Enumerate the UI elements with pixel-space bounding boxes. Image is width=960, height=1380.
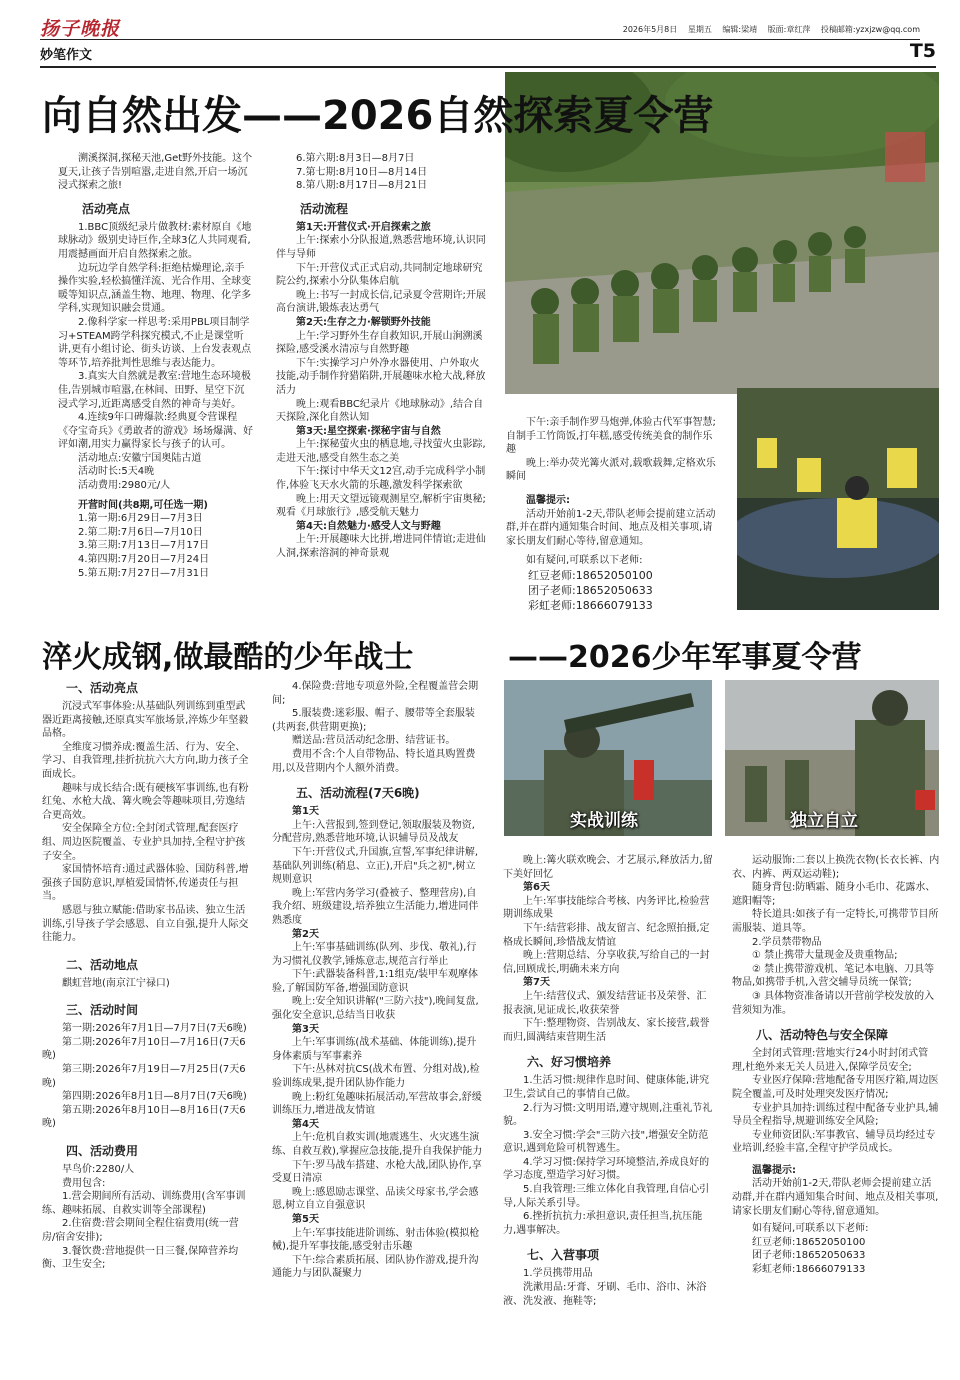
s4-item: 5.服装费:迷彩服、帽子、腰带等全套服装(共两套,供营期更换); xyxy=(272,708,475,733)
s5-item: 晚上:军营内务学习(叠被子、整理营房),自我介绍、班级建设,培养独立生活能力,增进同伴熟悉度 xyxy=(272,887,479,926)
article2-title: 淬火成钢,做最酷的少年战士 xyxy=(42,640,414,675)
s1-item: 全维度习惯养成:覆盖生活、行为、安全、学习、自我管理,挂折抗抗六大方向,助力孩子全面成长。 xyxy=(42,741,249,780)
s1-item: 感恩与独立赋能:借助家书品读、独立生活训练,引导孩子学会感恩、自立自强,提升人际交往能力。 xyxy=(42,904,249,944)
s6-item: 2.行为习惯:文明用语,遵守规则,注重礼节礼貌。 xyxy=(503,1102,713,1128)
s4-item: 3.餐饮费:营地提供一日三餐,保障营养均衡、卫生安全; xyxy=(42,1245,239,1271)
s7-item: 洗漱用品:牙膏、牙刷、毛巾、浴巾、沐浴液、洗发液、拖鞋等; xyxy=(503,1282,707,1307)
flow-day: 第4天:自然魅力·感受人文与野趣 xyxy=(296,520,441,532)
s4-item: 2.住宿费:营会期间全程住宿费用(统一营房/宿舍安排); xyxy=(42,1218,239,1243)
session-item: 1.第一期:6月29日—7月3日 xyxy=(78,513,203,525)
contact-item[interactable]: 团子老师:18652050633 xyxy=(528,583,653,597)
article1-intro: 溯溪探洞,探秘天池,Get野外技能。这个夏天,让孩子告别喧嚣,走进自然,开启一场沉浸式探索之旅! xyxy=(58,153,253,192)
highlight-item: 4.连续9年口碑爆款:经典夏令营课程《夺宝奇兵》《勇敢者的游戏》场场爆满、好评如潮,用实力赢得家长与孩子的认可。 xyxy=(58,412,253,451)
article1-column-2 xyxy=(276,152,486,561)
s5-day: 第5天 xyxy=(292,1213,319,1225)
article2-column-3 xyxy=(503,854,713,1308)
s5-item: 上午:入营报到,签到登记,领取服装及物资,分配营房,熟悉营地环境,认识辅导员及战友 xyxy=(272,819,475,845)
s5-item: 上午:结营仪式、颁发结营证书及荣誉、汇报表演,见证成长,收获荣誉 xyxy=(503,990,707,1016)
s6-item: 4.学习习惯:保持学习环境整洁,养成良好的学习态度,塑造学习好习惯。 xyxy=(503,1156,710,1182)
dateline xyxy=(615,24,920,35)
contact-item[interactable]: 彩虹老师:18666079133 xyxy=(752,1264,866,1276)
s7-item: ② 禁止携带游戏机、笔记本电脑、刀具等物品,如携带手机,入营交辅导员统一保管; xyxy=(732,963,935,989)
fee: 活动费用:2980元/人 xyxy=(78,480,171,492)
photo1-caption: 实战训练 xyxy=(570,811,638,831)
editor-credit: 编辑:梁靖 xyxy=(722,25,758,34)
s5-heading: 五、活动流程(7天6晚) xyxy=(296,786,420,801)
s5-item: 上午:军事基础训练(队列、步伐、敬礼),行为习惯礼仪教学,锤炼意志,规范言行举止 xyxy=(272,942,477,967)
contact-heading: 如有疑问,可联系以下老师: xyxy=(752,1223,869,1235)
s4-price: 早鸟价:2280/人 xyxy=(62,1164,135,1176)
s7-heading: 七、入营事项 xyxy=(527,1248,600,1263)
contact-item[interactable]: 彩虹老师:18666079133 xyxy=(528,598,653,612)
section-name: 妙笔作文 xyxy=(40,48,93,63)
s4-heading: 四、活动费用 xyxy=(66,1144,139,1159)
s1-item: 沉浸式军事体验:从基础队列训练到重型武器近距离接触,还原真实军旅场景,淬炼少年坚毅品格。 xyxy=(42,701,249,740)
tips-heading: 温馨提示: xyxy=(526,494,570,506)
contact-item[interactable]: 团子老师:18652050633 xyxy=(752,1250,866,1262)
s5-item: 上午:危机自救实训(地震逃生、火灾逃生演练、自救互救),掌握应急技能,提升自我保护能力 xyxy=(272,1132,483,1157)
flow-item: 上午:探秘萤火虫的栖息地,寻找萤火虫影踪,走进天池,感受自然生态之美 xyxy=(276,439,486,464)
s5-item: 下午:丛林对抗CS(战术布置、分组对战),检验训练成果,提升团队协作能力 xyxy=(272,1064,480,1090)
tips-text: 活动开始前1-2天,带队老师会提前建立活动群,并在群内通知集合时间、地点及相关事项,请家长朋友们耐心等待,留意通知。 xyxy=(506,508,716,547)
flow-item: 晚上:书写一封成长信,记录夏令营期许;开展高台演讲,锻炼表达勇气 xyxy=(276,289,486,315)
session-item: 3.第三期:7月13日—7月17日 xyxy=(78,540,210,552)
s8-item: 专业医疗保障:营地配备专用医疗箱,周边医院全覆盖,可及时处理突发医疗情况; xyxy=(732,1075,939,1100)
s3-item: 第三期:2026年7月19日—7月25日(7天6晚) xyxy=(42,1064,246,1089)
s5-item: 下午:开营仪式,升国旗,宣誓,军事纪律讲解,基础队列训练(稍息、立正),开启"兵之初",树立规则意识 xyxy=(272,846,479,886)
flow-item: 下午:探讨中华天文12宫,动手完成科学小制作,体验飞天水火箭的乐趣,激发科学探索欲 xyxy=(276,466,486,492)
s5-item: 晚上:粉红兔趣味拓展活动,军营故事会,舒缓训练压力,增进战友情谊 xyxy=(272,1091,482,1117)
tips-heading: 温馨提示: xyxy=(752,1164,796,1176)
session-item: 2.第二期:7月6日—7月10日 xyxy=(78,526,203,538)
page-number: T5 xyxy=(909,40,936,62)
flow-day: 第2天:生存之力·解锁野外技能 xyxy=(296,316,431,328)
newspaper-logo: 扬子晚报 xyxy=(40,18,121,40)
flow-day: 第1天:开营仪式·开启探索之旅 xyxy=(296,221,431,233)
s5-item: 晚上:篝火联欢晚会、才艺展示,释放活力,留下美好回忆 xyxy=(503,855,713,880)
session-item: 7.第七期:8月10日—8月14日 xyxy=(296,166,428,178)
flow-item: 下午:亲手制作罗马炮弹,体验古代军事智慧;自制手工竹筒饭,打年糕,感受传统美食的制作乐趣 xyxy=(506,417,716,456)
flow-item: 上午:开展趣味大比拼,增进同伴情谊;走进仙人洞,探索溶洞的神奇景观 xyxy=(276,534,486,560)
flow-item: 下午:开营仪式正式启动,共同制定地球研究院公约,探索小分队集体启航 xyxy=(276,262,483,288)
venue: 活动地点:安徽宁国奥陆古道 xyxy=(78,452,202,464)
s5-item: 晚上:营期总结、分享收获,写给自己的一封信,回顾成长,明确未来方向 xyxy=(503,950,710,975)
s5-item: 下午:结营彩排、战友留言、纪念照拍摄,定格成长瞬间,珍惜战友情谊 xyxy=(503,922,710,948)
s8-item: 全封闭式管理:营地实行24小时封闭式管理,杜绝外来无关人员进入,保障学员安全; xyxy=(732,1048,929,1073)
flow-item: 上午:学习野外生存自救知识,开展山涧溯溪探险,感受溪水清凉与自然野趣 xyxy=(276,330,483,356)
s5-day: 第4天 xyxy=(292,1118,319,1130)
stream-photo xyxy=(737,388,939,610)
s6-item: 5.自我管理:三维立体化自我管理,自信心引导,人际关系引导。 xyxy=(503,1184,710,1209)
s3-heading: 三、活动时间 xyxy=(66,1003,139,1018)
article1-column-1 xyxy=(58,152,254,580)
flow-day: 第3天:星空探索·探秘宇宙与自然 xyxy=(296,425,441,437)
highlights-heading: 活动亮点 xyxy=(82,201,131,216)
article1-column-3 xyxy=(506,416,716,613)
contact-heading: 如有疑问,可联系以下老师: xyxy=(526,555,643,567)
s1-heading: 一、活动亮点 xyxy=(66,681,139,695)
s4-item: 赠送品:营员活动纪念册、结营证书。 xyxy=(292,735,456,747)
s3-item: 第一期:2026年7月1日—7月7日(7天6晚) xyxy=(62,1023,247,1035)
s5-item: 晚上:感恩励志课堂、品读父母家书,学会感恩,树立自立自强意识 xyxy=(272,1186,479,1212)
sessions-heading: 开营时间(共8期,可任选一期) xyxy=(78,499,208,511)
s1-item: 家国情怀培育:通过武器体验、国防科普,增强孩子国防意识,厚植爱国情怀,传递责任与担当。 xyxy=(42,864,249,903)
s6-heading: 六、好习惯培养 xyxy=(527,1055,612,1070)
issue-weekday: 星期五 xyxy=(687,25,712,34)
s5-item: 晚上:安全知识讲解("三防六技"),晚间复盘,强化安全意识,总结当日收获 xyxy=(272,996,479,1022)
layout-credit: 版面:章红萍 xyxy=(767,25,811,34)
s5-item: 下午:整理物资、告别战友、家长接营,载誉而归,圆满结束营期生活 xyxy=(503,1018,710,1043)
s7-item: 运动服饰:二套以上换洗衣物(长衣长裤、内衣、内裤、两双运动鞋); xyxy=(732,855,940,880)
s5-item: 上午:军事技能综合考核、内务评比,检验营期训练成果 xyxy=(503,895,710,921)
contact-item[interactable]: 红豆老师:18652050100 xyxy=(752,1236,866,1248)
flow-heading: 活动流程 xyxy=(300,201,349,216)
highlight-item: 边玩边学自然学科:拒绝枯燥理论,亲手操作实验,轻松搞懂洋流、光合作用、全球变暖等知识点,涵盖生物、地理、物理、化学多学科,实现知识融会贯通。 xyxy=(58,262,252,315)
article2-column-2 xyxy=(272,680,484,1281)
s1-item: 安全保障全方位:全封闭式管理,配套医疗组、周边医院覆盖、专业护具加持,全程守护孩子安全。 xyxy=(42,823,246,862)
s2-venue: 麒虹营地(南京江宁禄口) xyxy=(62,977,170,989)
s6-item: 6.挫折抗抗力:承担意识,责任担当,抗压能力,遇事解决。 xyxy=(503,1211,703,1236)
s4-item: 1.营会期间所有活动、训练费用(含军事训练、趣味拓展、自救实训等全部课程) xyxy=(42,1191,246,1216)
s4-exclude: 费用不含:个人自带物品、特长道具购置费用,以及营期内个人额外消费。 xyxy=(272,748,476,774)
s7-item: 特长道具:如孩子有一定特长,可携带节目所需服装、道具等。 xyxy=(732,909,939,934)
s7-item: ① 禁止携带大量现金及贵重物品; xyxy=(752,950,898,962)
session-item: 8.第八期:8月17日—8月21日 xyxy=(296,180,428,192)
s5-day: 第3天 xyxy=(292,1023,319,1035)
issue-date: 2026年5月8日 xyxy=(622,25,678,34)
article2-subtitle: ——2026少年军事夏令营 xyxy=(508,640,862,675)
s5-day: 第7天 xyxy=(523,977,550,989)
s3-item: 第二期:2026年7月10日—7月16日(7天6晚) xyxy=(42,1036,246,1062)
s5-item: 下午:罗马战车搭建、水枪大战,团队协作,享受夏日清凉 xyxy=(272,1159,482,1185)
session-item: 5.第五期:7月27日—7月31日 xyxy=(78,567,210,579)
duration: 活动时长:5天4晚 xyxy=(78,466,155,478)
flow-item: 晚上:用天文望远镜观测星空,解析宇宙奥秘;观看《月球旅行》,感受航天魅力 xyxy=(276,493,486,519)
session-item: 6.第六期:8月3日—8月7日 xyxy=(296,153,415,164)
s4-item: 4.保险费:营地专项意外险,全程覆盖营会期间; xyxy=(272,681,479,706)
s3-item: 第四期:2026年8月1日—8月7日(7天6晚) xyxy=(62,1091,247,1103)
highlight-item: 3.真实大自然就是教室:营地生态环境极佳,告别城市喧嚣,在林间、田野、星空下沉浸式学习,近距离感受自然的神奇与美好。 xyxy=(58,371,251,410)
s5-day: 第6天 xyxy=(523,882,550,894)
s2-heading: 二、活动地点 xyxy=(66,957,139,972)
flow-item: 晚上:举办荧光篝火派对,载歌载舞,定格欢乐瞬间 xyxy=(506,457,716,483)
s4-include-label: 费用包含: xyxy=(62,1177,106,1189)
article2-column-4 xyxy=(732,854,940,1277)
submission-email[interactable]: 投稿邮箱:yzxjzw@qq.com xyxy=(820,25,920,34)
s5-item: 下午:武器装备科普,1:1组克/装甲车观摩体验,了解国防军备,增强国防意识 xyxy=(272,969,479,994)
session-item: 4.第四期:7月20日—7月24日 xyxy=(78,554,210,566)
highlight-item: 2.像科学家一样思考:采用PBL项目制学习+STEAM跨学科探究模式,不止是课堂听讲,更有小组讨论、街头访谈、上台发表观点等环节,培养批判性思维与表达能力。 xyxy=(58,316,252,369)
s3-item: 第五期:2026年8月10日—8月16日(7天6晚) xyxy=(42,1104,246,1130)
s6-item: 3.安全习惯:学会"三防六技",增强安全防范意识,遇到危险可机智逃生。 xyxy=(503,1129,709,1155)
photo2-caption: 独立自立 xyxy=(790,811,858,831)
s8-heading: 八、活动特色与安全保障 xyxy=(756,1028,889,1043)
header-rule xyxy=(40,66,936,68)
flow-item: 上午:探索小分队报道,熟悉营地环境,认识同伴与导师 xyxy=(276,235,486,260)
s5-day: 第2天 xyxy=(292,928,319,940)
s5-item: 下午:综合素质拓展、团队协作游戏,提升沟通能力与团队凝聚力 xyxy=(272,1254,479,1280)
s8-item: 专业护具加持:训练过程中配备专业护具,辅导员全程指导,规避训练安全风险; xyxy=(732,1102,939,1128)
s6-item: 1.生活习惯:规律作息时间、健康体能,讲究卫生,尝试自己的事情自己做。 xyxy=(503,1075,710,1100)
s7-item: ③ 具体物资准备请以开营前学校发放的入营须知为准。 xyxy=(732,990,935,1016)
article1-title: 向自然出发——2026自然探索夏令营 xyxy=(42,93,714,139)
s5-day: 第1天 xyxy=(292,806,319,818)
tips-text: 活动开始前1-2天,带队老师会提前建立活动群,并在群内通知集合时间、地点及相关事项,请家长朋友们耐心等待,留意通知。 xyxy=(732,1178,939,1217)
masthead xyxy=(40,14,920,40)
s5-item: 上午:军事技能进阶训练、射击体验(模拟枪械),提升军事技能,感受射击乐趣 xyxy=(272,1227,480,1253)
flow-item: 下午:实操学习户外净水器使用、户外取火技能,动手制作狩猎陷阱,开展趣味水枪大战,释放活力 xyxy=(276,357,486,396)
s7-sub: 2.学员禁带物品 xyxy=(752,936,822,948)
s7-item: 随身背包:防晒霜、随身小毛巾、花露水、遮阳帽等; xyxy=(732,882,936,907)
flow-item: 晚上:观看BBC纪录片《地球脉动》,结合自天探险,深化自然认知 xyxy=(276,398,484,424)
highlight-item: 1.BBC顶级纪录片做教材:素材原自《地球脉动》级别史诗巨作,全球3亿人共同观看,用震撼画面开启自然探索之旅。 xyxy=(58,221,252,260)
s5-item: 上午:军事训练(战术基础、体能训练),提升身体素质与军事素养 xyxy=(272,1037,477,1062)
s1-item: 趣味与成长结合:既有硬核军事训练,也有粉红兔、水枪大战、篝火晚会等趣味项目,劳逸结合更高效。 xyxy=(42,782,249,821)
contact-item[interactable]: 红豆老师:18652050100 xyxy=(528,568,653,582)
s8-item: 专业师资团队:军事教官、辅导员均经过专业培训,经验丰富,全程守护学员成长。 xyxy=(732,1129,936,1155)
article2-column-1 xyxy=(42,680,252,1272)
s7-sub: 1.学员携带用品 xyxy=(523,1268,593,1280)
